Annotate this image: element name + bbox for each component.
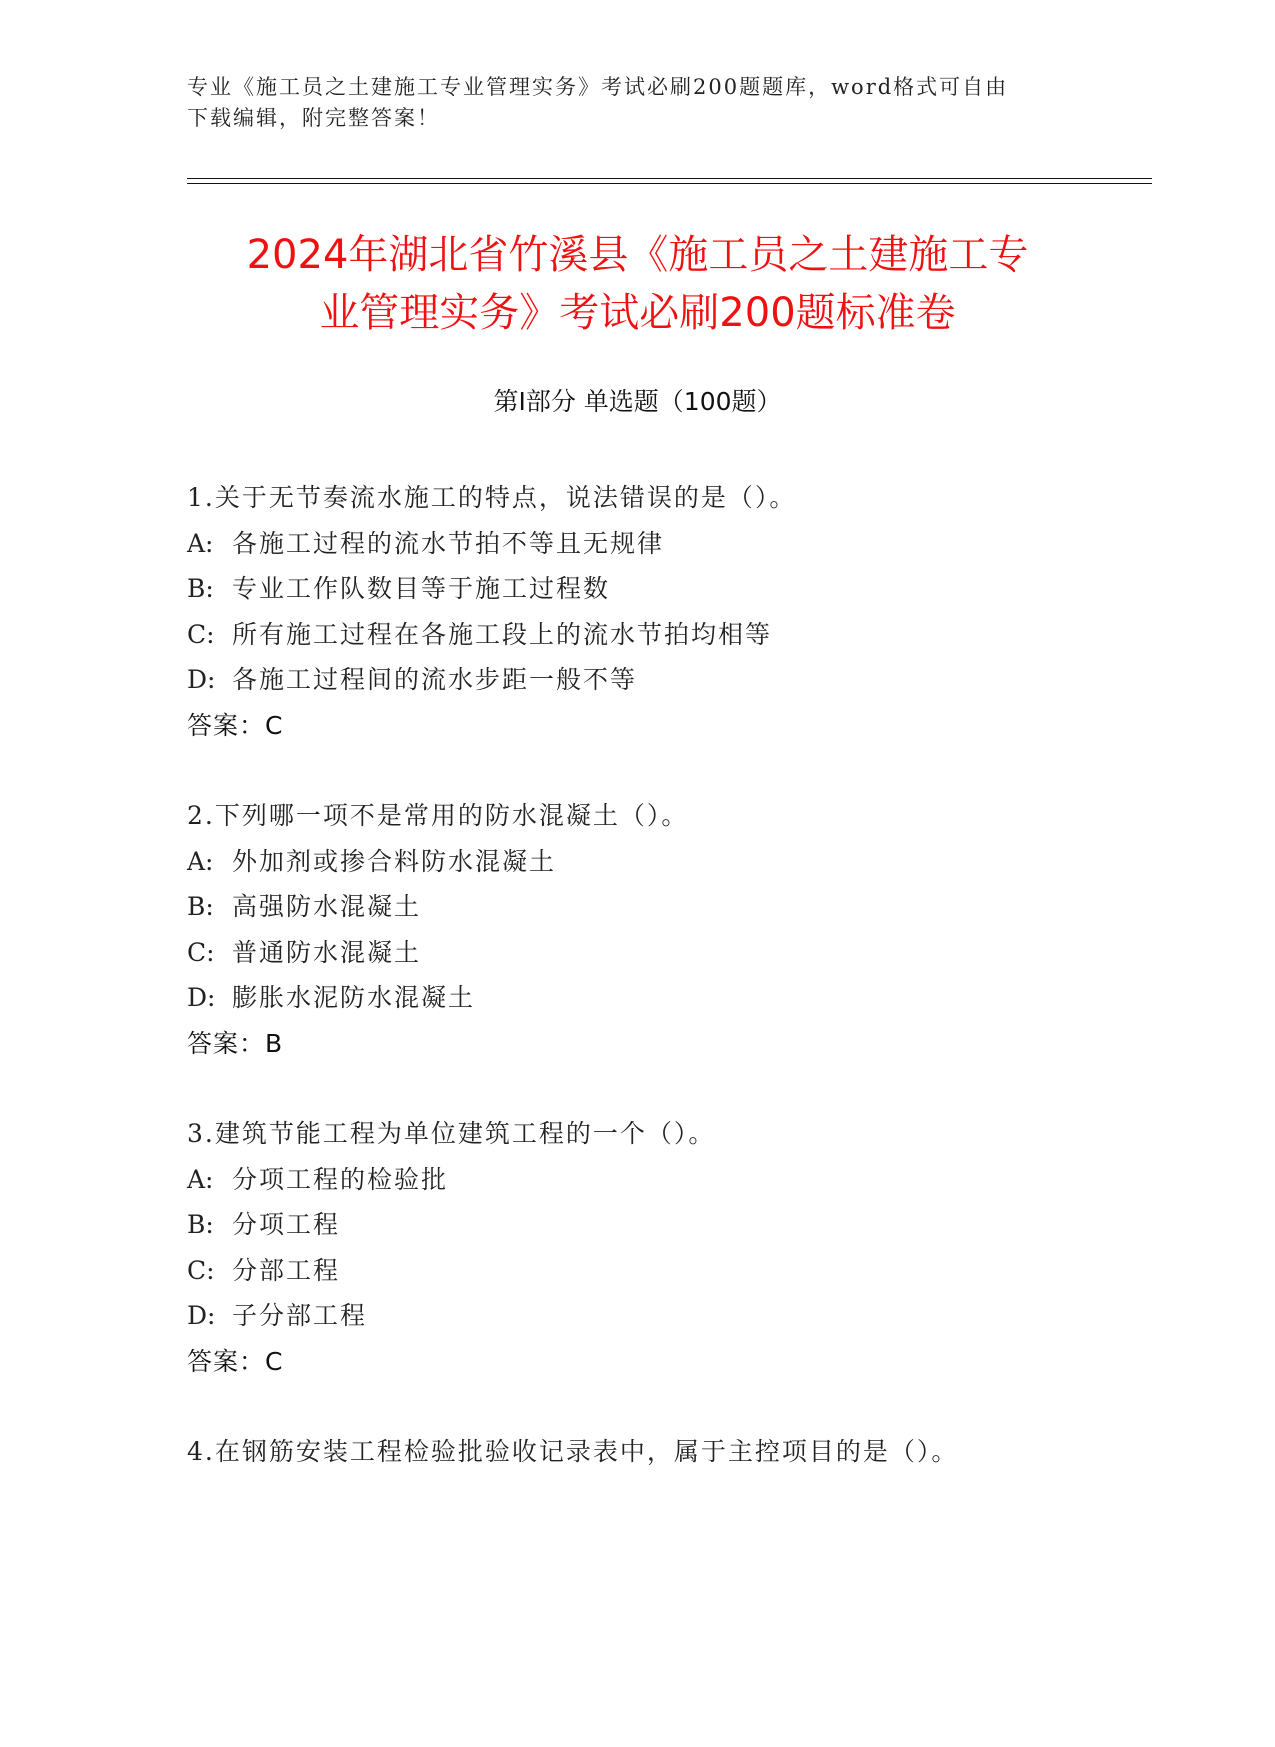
answer-line: 答案：C [187,1346,284,1376]
intro-line-2: 下载编辑，附完整答案！ [187,106,440,130]
option-b [187,884,1147,930]
intro-line-1: 专业《施工员之土建施工专业管理实务》考试必刷200题题库，word格式可自由 [187,75,1009,99]
option-text: 各施工过程的流水节拍不等且无规律 [232,528,665,558]
option-letter: D: [187,983,216,1012]
question-stem: 4.在钢筋安装工程检验批验收记录表中，属于主控项目的是（）。 [187,1437,959,1466]
option-text: 专业工作队数目等于施工过程数 [232,574,611,603]
option-c [187,930,1147,976]
option-d [187,975,1147,1021]
option-text: 子分部工程 [232,1301,368,1330]
option-letter: A: [187,846,214,876]
question-stem: 1.关于无节奏流水施工的特点，说法错误的是（）。 [187,483,797,512]
option-letter: C: [187,1255,215,1285]
option-letter: C: [187,619,215,649]
question-item [187,793,1147,1111]
option-letter: B: [187,1210,214,1239]
section-heading: 第Ⅰ部分 单选题（100题） [493,387,782,416]
answer-line: 答案：B [187,1028,284,1058]
option-letter: D: [187,665,216,694]
option-letter: A: [187,1164,214,1194]
option-a [187,1157,1147,1203]
question-stem: 3.建筑节能工程为单位建筑工程的一个（）。 [187,1119,716,1148]
option-b [187,566,1147,612]
option-letter: C: [187,937,215,967]
option-letter: A: [187,528,214,558]
option-b [187,1202,1147,1248]
title-line-1: 2024年湖北省竹溪县《施工员之土建施工专 [246,232,1029,278]
header-divider-bottom [187,183,1152,184]
question-item [187,1429,1147,1747]
option-c [187,612,1147,658]
option-text: 分项工程的检验批 [232,1164,449,1194]
question-item [187,1111,1147,1429]
option-text: 所有施工过程在各施工段上的流水节拍均相等 [232,619,773,649]
option-a [187,521,1147,567]
option-text: 高强防水混凝土 [232,892,422,921]
option-text: 外加剂或掺合料防水混凝土 [232,846,557,876]
document-title [150,226,1125,342]
option-a [187,839,1147,885]
option-d [187,657,1147,703]
option-text: 膨胀水泥防水混凝土 [232,983,476,1012]
option-text: 各施工过程间的流水步距一般不等 [232,665,638,694]
option-text: 分部工程 [232,1255,341,1285]
option-text: 分项工程 [232,1210,341,1239]
option-letter: B: [187,574,214,603]
title-line-2: 业管理实务》考试必刷200题标准卷 [319,290,956,336]
option-c [187,1248,1147,1294]
header-divider-top [187,178,1152,179]
question-item [187,475,1147,793]
option-letter: B: [187,892,214,921]
answer-line: 答案：C [187,710,284,740]
option-d [187,1293,1147,1339]
option-text: 普通防水混凝土 [232,937,422,967]
option-letter: D: [187,1301,216,1330]
document-intro [187,72,1087,134]
question-stem: 2.下列哪一项不是常用的防水混凝土（）。 [187,801,689,830]
question-list [187,475,1147,1747]
